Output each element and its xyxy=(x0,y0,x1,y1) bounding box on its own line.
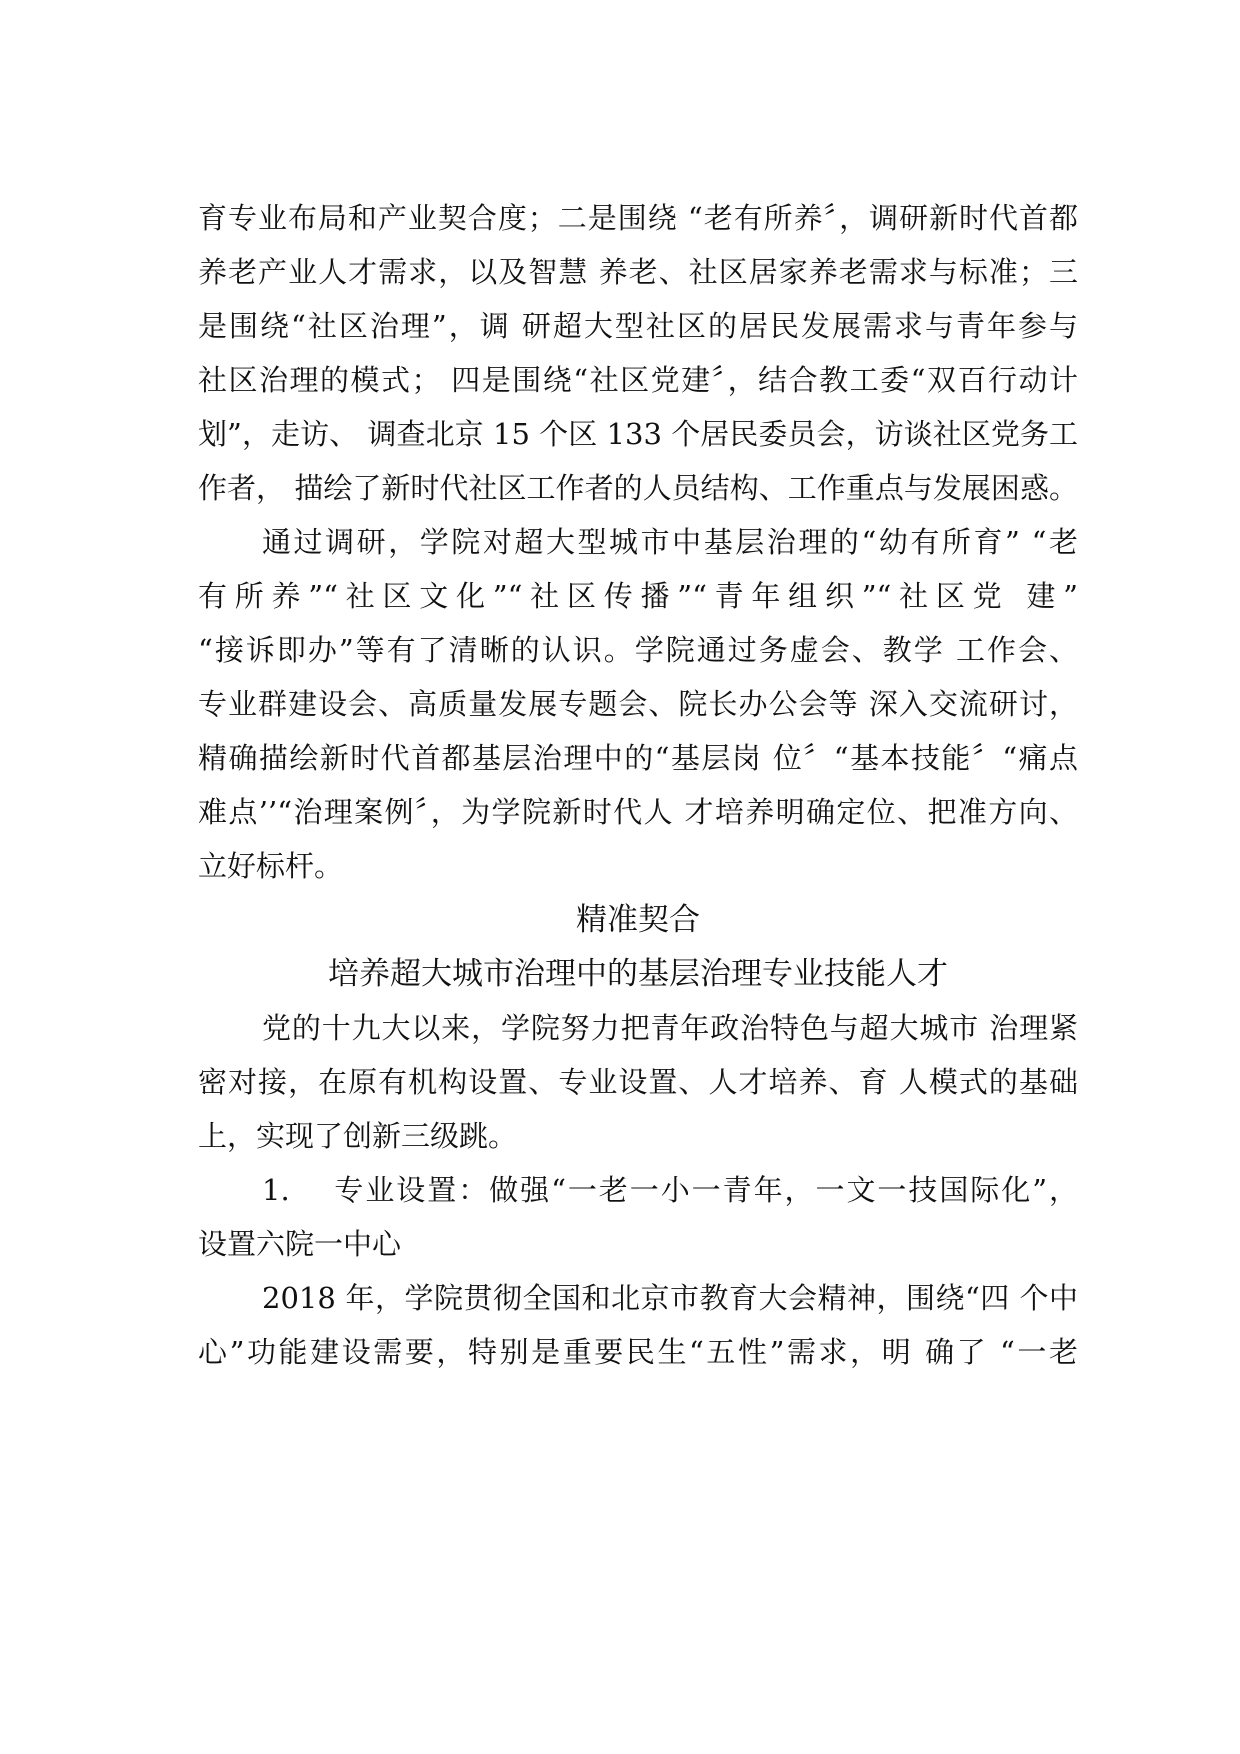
paragraph-line: 上，实现了创新三级跳。 xyxy=(198,1119,518,1153)
paragraph-line: 立好标杆。 xyxy=(198,849,344,883)
paragraph-line: 有所养”“社区文化”“社区传播”“青年组织”“社区党 建” xyxy=(198,579,1078,613)
section-title: 精准契合 xyxy=(576,902,700,938)
paragraph-line: 育专业布局和产业契合度；二是围绕 “老有所养〞，调研新时代首都 xyxy=(198,201,1078,235)
paragraph-line: 通过调研，学院对超大型城市中基层治理的“幼有所育” “老 xyxy=(262,525,1078,559)
paragraph-line: 划”，走访、 调查北京 15 个区 133 个居民委员会，访谈社区党务工 xyxy=(198,417,1078,451)
paragraph-line: 社区治理的模式； 四是围绕“社区党建〞，结合教工委“双百行动计 xyxy=(198,363,1078,397)
section-subtitle: 培养超大城市治理中的基层治理专业技能人才 xyxy=(328,956,948,992)
paragraph-line: 难点’’“治理案例〞，为学院新时代人 才培养明确定位、把准方向、 xyxy=(198,795,1078,829)
numbered-item: 1. 专业设置：做强“一老一小一青年，一文一技国际化”， xyxy=(262,1173,1078,1207)
paragraph-line: 精确描绘新时代首都基层治理中的“基层岗 位〞“基本技能〞“痛点 xyxy=(198,741,1078,775)
paragraph-line: 党的十九大以来，学院努力把青年政治特色与超大城市 治理紧 xyxy=(262,1011,1078,1045)
paragraph-line: “接诉即办”等有了清晰的认识。学院通过务虚会、教学 工作会、 xyxy=(198,633,1078,667)
paragraph-line: 作者， 描绘了新时代社区工作者的人员结构、工作重点与发展困惑。 xyxy=(198,471,1078,505)
paragraph-line: 专业群建设会、高质量发展专题会、院长办公会等 深入交流研讨， xyxy=(198,687,1078,721)
paragraph-line: 养老产业人才需求，以及智慧 养老、社区居家养老需求与标准；三 xyxy=(198,255,1078,289)
paragraph-line: 心”功能建设需要，特别是重要民生“五性”需求，明 确了 “一老 xyxy=(198,1335,1078,1369)
paragraph-line: 2018 年，学院贯彻全国和北京市教育大会精神，围绕“四 个中 xyxy=(262,1281,1078,1315)
paragraph-line: 是围绕“社区治理”，调 研超大型社区的居民发展需求与青年参与 xyxy=(198,309,1078,343)
paragraph-line: 设置六院一中心 xyxy=(198,1227,402,1261)
paragraph-line: 密对接，在原有机构设置、专业设置、人才培养、育 人模式的基础 xyxy=(198,1065,1078,1099)
